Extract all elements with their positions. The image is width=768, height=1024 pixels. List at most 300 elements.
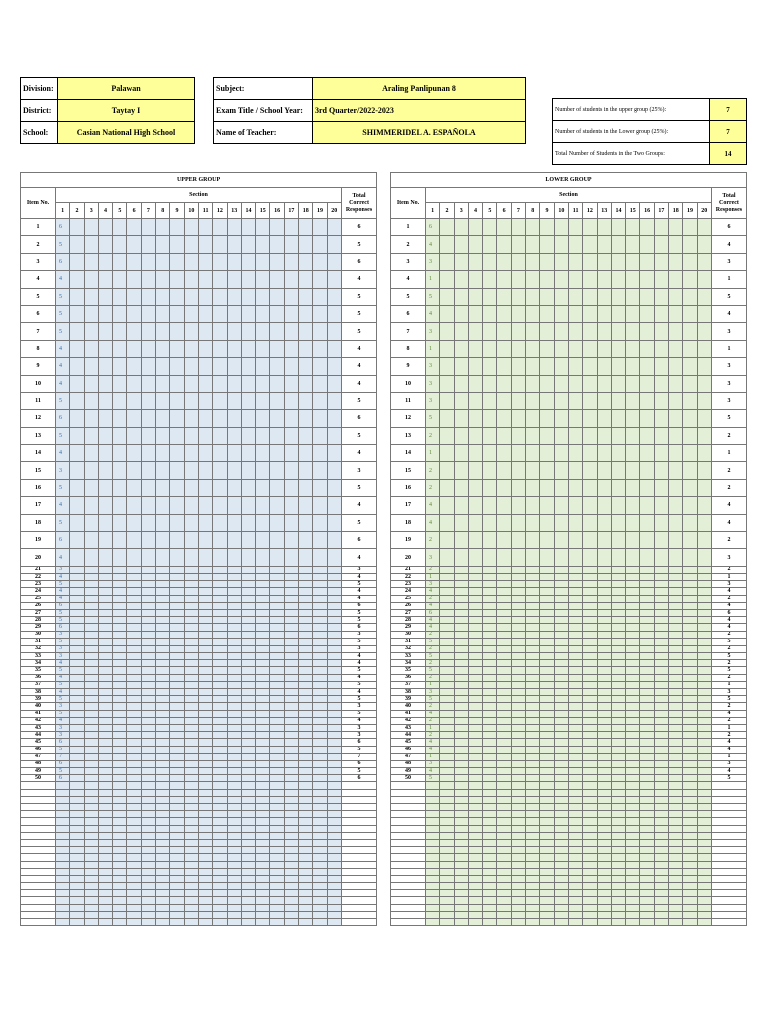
response-cell[interactable]: [626, 868, 640, 875]
response-cell[interactable]: [597, 789, 611, 796]
response-cell[interactable]: 6: [56, 602, 70, 609]
response-cell[interactable]: [683, 253, 697, 270]
response-cell[interactable]: 5: [56, 323, 70, 340]
response-cell[interactable]: [70, 839, 84, 846]
response-cell[interactable]: [669, 775, 683, 782]
response-cell[interactable]: [227, 847, 241, 854]
response-cell[interactable]: [113, 717, 127, 724]
response-cell[interactable]: [568, 358, 582, 375]
response-cell[interactable]: 4: [56, 497, 70, 514]
response-cell[interactable]: [626, 549, 640, 566]
response-cell[interactable]: [313, 667, 327, 674]
response-cell[interactable]: [98, 861, 112, 868]
response-cell[interactable]: [483, 660, 497, 667]
response-cell[interactable]: [127, 724, 141, 731]
response-cell[interactable]: [113, 854, 127, 861]
response-cell[interactable]: [198, 532, 212, 549]
response-cell[interactable]: [468, 323, 482, 340]
response-cell[interactable]: [70, 897, 84, 904]
response-cell[interactable]: [483, 253, 497, 270]
response-cell[interactable]: [213, 724, 227, 731]
response-cell[interactable]: [98, 796, 112, 803]
response-cell[interactable]: [327, 890, 341, 897]
response-cell[interactable]: [299, 811, 313, 818]
response-cell[interactable]: [468, 645, 482, 652]
response-cell[interactable]: [497, 768, 511, 775]
response-cell[interactable]: [626, 427, 640, 444]
response-cell[interactable]: [583, 323, 597, 340]
response-cell[interactable]: [554, 305, 568, 322]
response-cell[interactable]: [184, 609, 198, 616]
response-cell[interactable]: [127, 710, 141, 717]
response-cell[interactable]: [70, 689, 84, 696]
response-cell[interactable]: [511, 681, 525, 688]
response-cell[interactable]: [184, 746, 198, 753]
response-cell[interactable]: [526, 609, 540, 616]
response-cell[interactable]: [184, 574, 198, 581]
response-cell[interactable]: [198, 818, 212, 825]
response-cell[interactable]: [84, 911, 98, 918]
response-cell[interactable]: [426, 839, 440, 846]
response-cell[interactable]: 2: [426, 732, 440, 739]
response-cell[interactable]: [141, 514, 155, 531]
response-cell[interactable]: [98, 674, 112, 681]
response-cell[interactable]: [141, 753, 155, 760]
response-cell[interactable]: [683, 574, 697, 581]
response-cell[interactable]: [241, 271, 255, 288]
response-cell[interactable]: 4: [426, 746, 440, 753]
response-cell[interactable]: [483, 581, 497, 588]
response-cell[interactable]: [454, 919, 468, 926]
response-cell[interactable]: [156, 392, 170, 409]
response-cell[interactable]: [683, 681, 697, 688]
response-cell[interactable]: [526, 323, 540, 340]
response-cell[interactable]: [611, 588, 625, 595]
response-cell[interactable]: [597, 624, 611, 631]
response-cell[interactable]: [213, 861, 227, 868]
response-cell[interactable]: [213, 825, 227, 832]
response-cell[interactable]: [156, 462, 170, 479]
response-cell[interactable]: [127, 839, 141, 846]
response-cell[interactable]: [640, 375, 654, 392]
response-cell[interactable]: [697, 724, 711, 731]
response-cell[interactable]: [170, 549, 184, 566]
response-cell[interactable]: [170, 760, 184, 767]
response-cell[interactable]: [98, 532, 112, 549]
response-cell[interactable]: [597, 746, 611, 753]
response-cell[interactable]: [270, 825, 284, 832]
response-cell[interactable]: [483, 717, 497, 724]
response-cell[interactable]: [426, 875, 440, 882]
response-cell[interactable]: 2: [426, 717, 440, 724]
response-cell[interactable]: [327, 358, 341, 375]
response-cell[interactable]: [284, 236, 298, 253]
response-cell[interactable]: [640, 897, 654, 904]
response-cell[interactable]: [626, 479, 640, 496]
response-cell[interactable]: [70, 638, 84, 645]
response-cell[interactable]: [141, 919, 155, 926]
response-cell[interactable]: [669, 861, 683, 868]
response-cell[interactable]: [626, 602, 640, 609]
response-cell[interactable]: [426, 890, 440, 897]
response-cell[interactable]: [241, 775, 255, 782]
response-cell[interactable]: [284, 375, 298, 392]
response-cell[interactable]: [327, 868, 341, 875]
response-cell[interactable]: [141, 875, 155, 882]
response-cell[interactable]: [697, 581, 711, 588]
response-cell[interactable]: [468, 445, 482, 462]
response-cell[interactable]: [84, 549, 98, 566]
response-cell[interactable]: [127, 919, 141, 926]
response-cell[interactable]: [440, 875, 454, 882]
response-cell[interactable]: [468, 768, 482, 775]
response-cell[interactable]: [640, 667, 654, 674]
response-cell[interactable]: [697, 674, 711, 681]
response-cell[interactable]: [654, 667, 668, 674]
response-cell[interactable]: [440, 323, 454, 340]
response-cell[interactable]: [270, 674, 284, 681]
response-cell[interactable]: [84, 868, 98, 875]
response-cell[interactable]: [241, 919, 255, 926]
response-cell[interactable]: [327, 775, 341, 782]
response-cell[interactable]: 3: [426, 760, 440, 767]
response-cell[interactable]: [98, 804, 112, 811]
response-cell[interactable]: [640, 497, 654, 514]
response-cell[interactable]: [227, 832, 241, 839]
response-cell[interactable]: [526, 410, 540, 427]
response-cell[interactable]: [113, 236, 127, 253]
response-cell[interactable]: 3: [426, 253, 440, 270]
response-cell[interactable]: [540, 595, 554, 602]
response-cell[interactable]: [597, 323, 611, 340]
response-cell[interactable]: [440, 883, 454, 890]
response-cell[interactable]: [284, 532, 298, 549]
response-cell[interactable]: [241, 638, 255, 645]
response-cell[interactable]: [454, 375, 468, 392]
response-cell[interactable]: [113, 897, 127, 904]
response-cell[interactable]: [227, 479, 241, 496]
response-cell[interactable]: [568, 392, 582, 409]
response-cell[interactable]: [683, 724, 697, 731]
response-cell[interactable]: 4: [56, 549, 70, 566]
response-cell[interactable]: [213, 804, 227, 811]
response-cell[interactable]: [626, 305, 640, 322]
response-cell[interactable]: [669, 588, 683, 595]
response-cell[interactable]: [554, 919, 568, 926]
response-cell[interactable]: [98, 660, 112, 667]
response-cell[interactable]: [98, 631, 112, 638]
response-cell[interactable]: [170, 602, 184, 609]
response-cell[interactable]: [554, 236, 568, 253]
response-cell[interactable]: [299, 861, 313, 868]
response-cell[interactable]: [156, 667, 170, 674]
response-cell[interactable]: [98, 219, 112, 236]
response-cell[interactable]: [697, 236, 711, 253]
response-cell[interactable]: [583, 624, 597, 631]
response-cell[interactable]: [497, 410, 511, 427]
response-cell[interactable]: [184, 660, 198, 667]
response-cell[interactable]: [583, 660, 597, 667]
response-cell[interactable]: [683, 739, 697, 746]
response-cell[interactable]: [127, 854, 141, 861]
response-cell[interactable]: [483, 392, 497, 409]
response-cell[interactable]: [184, 681, 198, 688]
response-cell[interactable]: [440, 358, 454, 375]
response-cell[interactable]: [697, 847, 711, 854]
response-cell[interactable]: [256, 854, 270, 861]
response-cell[interactable]: [270, 890, 284, 897]
response-cell[interactable]: [568, 532, 582, 549]
response-cell[interactable]: [313, 868, 327, 875]
response-cell[interactable]: 4: [426, 588, 440, 595]
response-cell[interactable]: [468, 804, 482, 811]
response-cell[interactable]: [156, 340, 170, 357]
response-cell[interactable]: [170, 746, 184, 753]
response-cell[interactable]: [440, 703, 454, 710]
response-cell[interactable]: [583, 667, 597, 674]
response-cell[interactable]: [683, 811, 697, 818]
response-cell[interactable]: [113, 674, 127, 681]
response-cell[interactable]: [568, 288, 582, 305]
response-cell[interactable]: [669, 445, 683, 462]
response-cell[interactable]: [554, 717, 568, 724]
response-cell[interactable]: [440, 514, 454, 531]
response-cell[interactable]: [113, 832, 127, 839]
response-cell[interactable]: [156, 681, 170, 688]
response-cell[interactable]: [583, 462, 597, 479]
response-cell[interactable]: [127, 703, 141, 710]
response-cell[interactable]: 4: [56, 271, 70, 288]
response-cell[interactable]: [98, 739, 112, 746]
response-cell[interactable]: [483, 445, 497, 462]
response-cell[interactable]: [654, 574, 668, 581]
response-cell[interactable]: [284, 753, 298, 760]
response-cell[interactable]: [511, 696, 525, 703]
response-cell[interactable]: [483, 919, 497, 926]
response-cell[interactable]: [127, 890, 141, 897]
response-cell[interactable]: [597, 532, 611, 549]
response-cell[interactable]: [227, 825, 241, 832]
response-cell[interactable]: [270, 919, 284, 926]
response-cell[interactable]: [654, 732, 668, 739]
response-cell[interactable]: [526, 760, 540, 767]
response-cell[interactable]: [483, 883, 497, 890]
response-cell[interactable]: [554, 710, 568, 717]
response-cell[interactable]: [284, 674, 298, 681]
response-cell[interactable]: [141, 839, 155, 846]
response-cell[interactable]: [84, 479, 98, 496]
response-cell[interactable]: [497, 861, 511, 868]
response-cell[interactable]: [468, 919, 482, 926]
response-cell[interactable]: [568, 497, 582, 514]
response-cell[interactable]: [213, 617, 227, 624]
response-cell[interactable]: [568, 753, 582, 760]
response-cell[interactable]: [440, 789, 454, 796]
response-cell[interactable]: [299, 919, 313, 926]
response-cell[interactable]: [256, 847, 270, 854]
response-cell[interactable]: [497, 323, 511, 340]
response-cell[interactable]: [113, 703, 127, 710]
response-cell[interactable]: [327, 710, 341, 717]
response-cell[interactable]: [184, 868, 198, 875]
response-cell[interactable]: [611, 219, 625, 236]
response-cell[interactable]: [227, 253, 241, 270]
response-cell[interactable]: [327, 588, 341, 595]
response-cell[interactable]: [640, 445, 654, 462]
response-cell[interactable]: [483, 549, 497, 566]
response-cell[interactable]: [540, 746, 554, 753]
response-cell[interactable]: [611, 897, 625, 904]
response-cell[interactable]: [440, 574, 454, 581]
response-cell[interactable]: [540, 818, 554, 825]
response-cell[interactable]: [597, 919, 611, 926]
response-cell[interactable]: [497, 581, 511, 588]
response-cell[interactable]: [156, 288, 170, 305]
response-cell[interactable]: 4: [56, 689, 70, 696]
response-cell[interactable]: [468, 839, 482, 846]
response-cell[interactable]: [284, 445, 298, 462]
response-cell[interactable]: [611, 427, 625, 444]
response-cell[interactable]: [170, 645, 184, 652]
response-cell[interactable]: [141, 811, 155, 818]
response-cell[interactable]: [526, 796, 540, 803]
response-cell[interactable]: [141, 497, 155, 514]
response-cell[interactable]: [213, 768, 227, 775]
response-cell[interactable]: [611, 410, 625, 427]
response-cell[interactable]: [127, 660, 141, 667]
response-cell[interactable]: [184, 549, 198, 566]
response-cell[interactable]: [313, 674, 327, 681]
response-cell[interactable]: [141, 609, 155, 616]
response-cell[interactable]: [640, 574, 654, 581]
response-cell[interactable]: [113, 660, 127, 667]
response-cell[interactable]: [56, 919, 70, 926]
response-cell[interactable]: [454, 288, 468, 305]
response-cell[interactable]: [468, 897, 482, 904]
response-cell[interactable]: [241, 689, 255, 696]
response-cell[interactable]: [440, 271, 454, 288]
response-cell[interactable]: [526, 775, 540, 782]
response-cell[interactable]: [597, 739, 611, 746]
response-cell[interactable]: [241, 305, 255, 322]
response-cell[interactable]: 5: [56, 746, 70, 753]
response-cell[interactable]: [170, 581, 184, 588]
response-cell[interactable]: [697, 911, 711, 918]
response-cell[interactable]: [184, 479, 198, 496]
response-cell[interactable]: [483, 358, 497, 375]
response-cell[interactable]: [611, 253, 625, 270]
response-cell[interactable]: [213, 462, 227, 479]
response-cell[interactable]: [227, 911, 241, 918]
response-cell[interactable]: [597, 689, 611, 696]
response-cell[interactable]: [256, 775, 270, 782]
response-cell[interactable]: [454, 674, 468, 681]
response-cell[interactable]: 5: [426, 653, 440, 660]
response-cell[interactable]: [327, 818, 341, 825]
response-cell[interactable]: [526, 497, 540, 514]
response-cell[interactable]: [170, 624, 184, 631]
response-cell[interactable]: [256, 753, 270, 760]
response-cell[interactable]: [568, 868, 582, 875]
response-cell[interactable]: [241, 602, 255, 609]
response-cell[interactable]: [98, 689, 112, 696]
response-cell[interactable]: [127, 514, 141, 531]
response-cell[interactable]: [554, 410, 568, 427]
response-cell[interactable]: 6: [56, 760, 70, 767]
response-cell[interactable]: 1: [426, 445, 440, 462]
response-cell[interactable]: [583, 253, 597, 270]
response-cell[interactable]: [84, 358, 98, 375]
response-cell[interactable]: [540, 811, 554, 818]
response-cell[interactable]: [198, 760, 212, 767]
response-cell[interactable]: [127, 746, 141, 753]
response-cell[interactable]: [468, 660, 482, 667]
response-cell[interactable]: [227, 323, 241, 340]
response-cell[interactable]: [583, 631, 597, 638]
response-cell[interactable]: [299, 804, 313, 811]
response-cell[interactable]: [697, 796, 711, 803]
response-cell[interactable]: [554, 811, 568, 818]
response-cell[interactable]: [98, 789, 112, 796]
response-cell[interactable]: [141, 445, 155, 462]
response-cell[interactable]: [640, 861, 654, 868]
response-cell[interactable]: [483, 602, 497, 609]
response-cell[interactable]: [526, 574, 540, 581]
response-cell[interactable]: [213, 689, 227, 696]
response-cell[interactable]: [540, 653, 554, 660]
response-cell[interactable]: [156, 410, 170, 427]
response-cell[interactable]: [497, 696, 511, 703]
response-cell[interactable]: [669, 602, 683, 609]
response-cell[interactable]: 1: [426, 271, 440, 288]
response-cell[interactable]: [284, 775, 298, 782]
response-cell[interactable]: [683, 581, 697, 588]
response-cell[interactable]: [683, 710, 697, 717]
response-cell[interactable]: [241, 375, 255, 392]
response-cell[interactable]: [583, 602, 597, 609]
response-cell[interactable]: [299, 660, 313, 667]
response-cell[interactable]: [440, 653, 454, 660]
response-cell[interactable]: [284, 574, 298, 581]
response-cell[interactable]: [113, 305, 127, 322]
response-cell[interactable]: [468, 595, 482, 602]
response-cell[interactable]: [583, 549, 597, 566]
response-cell[interactable]: [184, 825, 198, 832]
response-cell[interactable]: [299, 479, 313, 496]
response-cell[interactable]: [170, 868, 184, 875]
response-cell[interactable]: [184, 854, 198, 861]
response-cell[interactable]: [241, 514, 255, 531]
response-cell[interactable]: [440, 724, 454, 731]
response-cell[interactable]: [554, 645, 568, 652]
response-cell[interactable]: [256, 739, 270, 746]
response-cell[interactable]: [497, 689, 511, 696]
response-cell[interactable]: [84, 768, 98, 775]
response-cell[interactable]: [170, 595, 184, 602]
response-cell[interactable]: [141, 883, 155, 890]
response-cell[interactable]: [426, 883, 440, 890]
response-cell[interactable]: [98, 696, 112, 703]
response-cell[interactable]: [170, 696, 184, 703]
response-cell[interactable]: [626, 689, 640, 696]
response-cell[interactable]: [227, 645, 241, 652]
response-cell[interactable]: [84, 638, 98, 645]
response-cell[interactable]: [640, 340, 654, 357]
response-cell[interactable]: [626, 581, 640, 588]
response-cell[interactable]: [511, 624, 525, 631]
response-cell[interactable]: [626, 375, 640, 392]
response-cell[interactable]: [213, 219, 227, 236]
